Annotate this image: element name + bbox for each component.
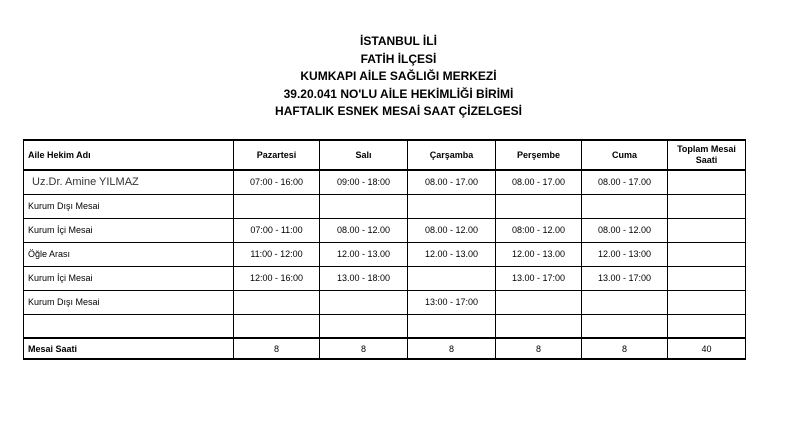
- table-row: [24, 218, 746, 242]
- cell-monday: [234, 290, 320, 314]
- cell-thursday: 08.00 - 17.00: [496, 170, 582, 194]
- row-label: [24, 314, 234, 338]
- cell-total: [668, 170, 746, 194]
- table-row: [24, 242, 746, 266]
- cell-wednesday: [408, 194, 496, 218]
- total-tuesday: 8: [320, 338, 408, 359]
- cell-wednesday: [408, 266, 496, 290]
- cell-friday: 13.00 - 17:00: [582, 266, 668, 290]
- total-wednesday: 8: [408, 338, 496, 359]
- cell-wednesday: 08.00 - 12.00: [408, 218, 496, 242]
- cell-total: [668, 314, 746, 338]
- cell-monday: 12:00 - 16:00: [234, 266, 320, 290]
- table-row: [24, 170, 746, 194]
- row-label: Öğle Arası: [24, 242, 234, 266]
- row-label: Kurum İçi Mesai: [24, 266, 234, 290]
- total-row-label: Mesai Saati: [24, 338, 234, 359]
- table-row: [24, 266, 746, 290]
- table-row: [24, 290, 746, 314]
- cell-tuesday: [320, 290, 408, 314]
- table-header-row: [24, 140, 746, 170]
- column-header-monday: Pazartesi: [234, 140, 320, 170]
- row-label: Kurum Dışı Mesai: [24, 194, 234, 218]
- cell-thursday: [496, 290, 582, 314]
- cell-wednesday: 13:00 - 17:00: [408, 290, 496, 314]
- header-health-center: KUMKAPI AİLE SAĞLIĞI MERKEZİ: [300, 69, 497, 83]
- cell-total: [668, 242, 746, 266]
- header-unit: 39.20.041 NO'LU AİLE HEKİMLİĞİ BİRİMİ: [283, 86, 514, 101]
- schedule-table: [23, 139, 746, 360]
- column-header-thursday: Perşembe: [496, 140, 582, 170]
- table-row: [24, 194, 746, 218]
- cell-friday: 08.00 - 12.00: [582, 218, 668, 242]
- cell-tuesday: 09:00 - 18:00: [320, 170, 408, 194]
- row-label: Kurum Dışı Mesai: [24, 290, 234, 314]
- cell-friday: [582, 290, 668, 314]
- cell-tuesday: [320, 314, 408, 338]
- total-row: [24, 338, 746, 359]
- cell-monday: 11:00 - 12:00: [234, 242, 320, 266]
- column-header-doctor: Aile Hekim Adı: [24, 140, 234, 170]
- cell-monday: 07:00 - 16:00: [234, 170, 320, 194]
- cell-tuesday: [320, 194, 408, 218]
- column-header-friday: Cuma: [582, 140, 668, 170]
- cell-tuesday: 08.00 - 12.00: [320, 218, 408, 242]
- cell-total: [668, 290, 746, 314]
- cell-total: [668, 218, 746, 242]
- cell-monday: [234, 194, 320, 218]
- cell-thursday: [496, 194, 582, 218]
- cell-wednesday: 08.00 - 17.00: [408, 170, 496, 194]
- cell-monday: 07:00 - 11:00: [234, 218, 320, 242]
- cell-thursday: [496, 314, 582, 338]
- cell-monday: [234, 314, 320, 338]
- cell-friday: 08.00 - 17.00: [582, 170, 668, 194]
- cell-thursday: 13.00 - 17:00: [496, 266, 582, 290]
- cell-thursday: 12.00 - 13.00: [496, 242, 582, 266]
- row-label: Kurum İçi Mesai: [24, 218, 234, 242]
- doctor-name: Uz.Dr. Amine YILMAZ: [24, 170, 234, 194]
- column-header-tuesday: Salı: [320, 140, 408, 170]
- header-schedule-title: HAFTALIK ESNEK MESAİ SAAT ÇİZELGESİ: [275, 104, 522, 118]
- total-thursday: 8: [496, 338, 582, 359]
- cell-friday: [582, 314, 668, 338]
- cell-wednesday: 12.00 - 13.00: [408, 242, 496, 266]
- document-header: [0, 33, 787, 121]
- column-header-total-hours: Toplam Mesai Saati: [668, 140, 746, 170]
- cell-thursday: 08:00 - 12.00: [496, 218, 582, 242]
- header-province: İSTANBUL İLİ: [360, 34, 437, 48]
- cell-friday: 12.00 - 13:00: [582, 242, 668, 266]
- cell-tuesday: 13.00 - 18:00: [320, 266, 408, 290]
- header-district: FATİH İLÇESİ: [360, 51, 437, 66]
- total-friday: 8: [582, 338, 668, 359]
- total-monday: 8: [234, 338, 320, 359]
- table-row: [24, 314, 746, 338]
- cell-wednesday: [408, 314, 496, 338]
- cell-total: [668, 266, 746, 290]
- cell-tuesday: 12.00 - 13.00: [320, 242, 408, 266]
- cell-friday: [582, 194, 668, 218]
- column-header-wednesday: Çarşamba: [408, 140, 496, 170]
- total-weekly-hours: 40: [668, 338, 746, 359]
- cell-total: [668, 194, 746, 218]
